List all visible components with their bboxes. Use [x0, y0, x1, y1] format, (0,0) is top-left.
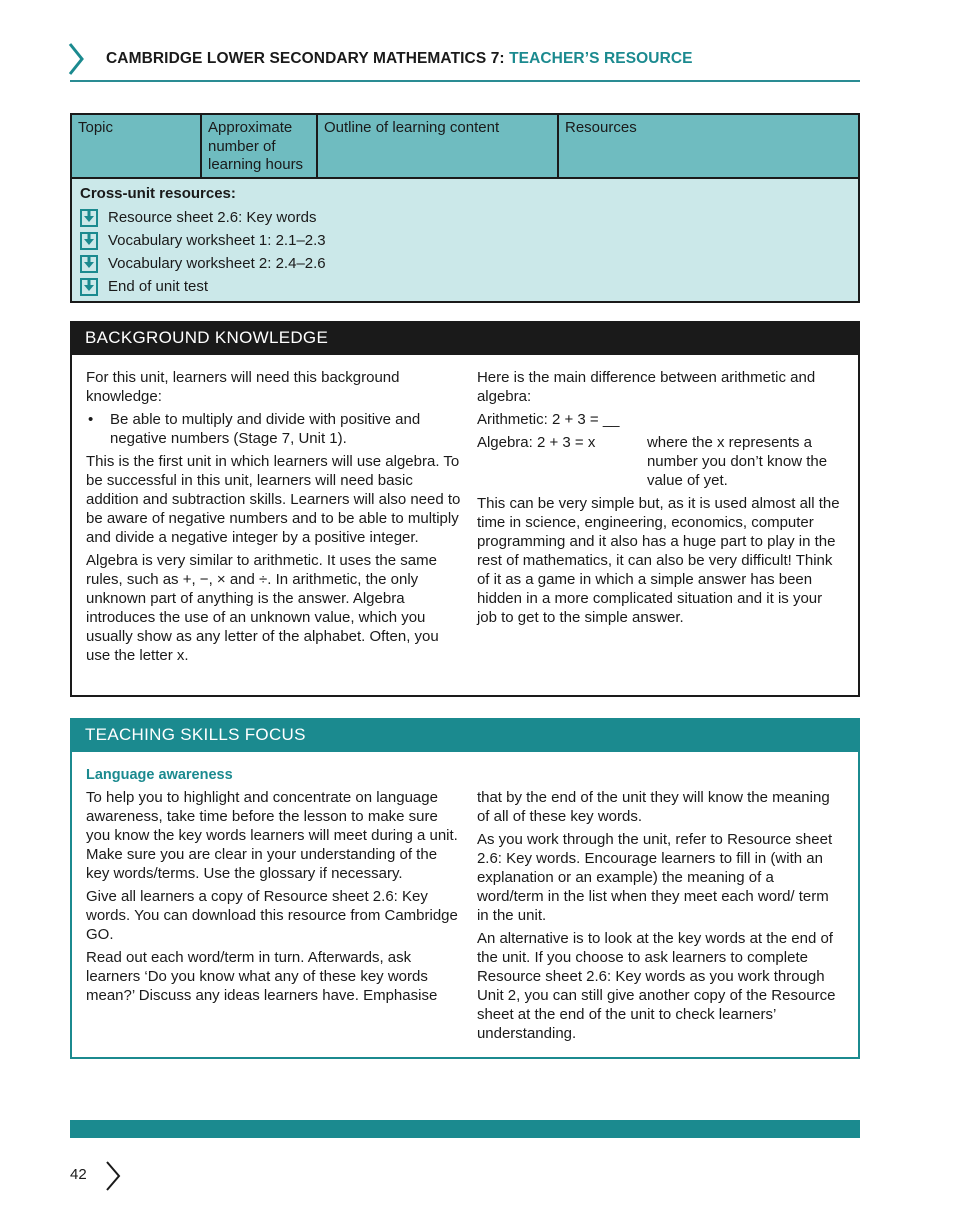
- resource-link[interactable]: [80, 206, 850, 229]
- comparison-intro: Here is the main difference between arithmetic and algebra:: [476, 369, 816, 405]
- teaching-right-column: [477, 788, 844, 1047]
- resource-link[interactable]: [80, 252, 850, 275]
- col-outline: Outline of learning content: [318, 115, 559, 177]
- table-header-row: [72, 115, 858, 179]
- resource-link-label: Vocabulary worksheet 1: 2.1–2.3: [108, 232, 326, 249]
- teaching-heading: TEACHING SKILLS FOCUS: [70, 718, 860, 752]
- background-right-column: [477, 368, 844, 669]
- background-left-column: [86, 368, 463, 669]
- resource-link-label: Resource sheet 2.6: Key words: [108, 209, 317, 226]
- cross-unit-label: Cross-unit resources:: [80, 185, 236, 202]
- resource-link-label: End of unit test: [108, 278, 209, 295]
- col-hours: Approximate number of learning hours: [202, 115, 318, 177]
- download-icon: [80, 278, 98, 296]
- bullet-text: Be able to multiply and divide with positive and negative numbers (Stage 7, Unit 1).: [110, 411, 421, 447]
- algebra-example: Algebra: 2 + 3 = x: [476, 434, 596, 451]
- next-page-icon[interactable]: [104, 1160, 122, 1192]
- header-rule: [70, 80, 860, 82]
- teaching-para: To help you to highlight and concentrate on language awareness, take time before the lesson to make sure you know the key words learners will meet during a unit. Make sure you are clear in your understanding of the key words/terms. Use the glossary if necessary.: [86, 789, 458, 882]
- teaching-left-column: [86, 788, 463, 1047]
- cross-unit-resources: [72, 179, 858, 301]
- algebra-note: where the x represents a number you don’t know the value of yet.: [646, 434, 828, 489]
- background-para-1: This is the first unit in which learners will use algebra. To be successful in this unit, learners will need basic addition and subtraction skills. Learners will also need to be aware of negative numbers and to be able to multiply and divide a negative integer by a positive integer.: [86, 453, 461, 546]
- download-icon: [80, 232, 98, 250]
- download-icon: [80, 255, 98, 273]
- download-icon: [80, 209, 98, 227]
- teaching-para: that by the end of the unit they will know the meaning of all of these key words.: [476, 789, 830, 825]
- list-item: [86, 410, 463, 448]
- teaching-para: Read out each word/term in turn. Afterwards, ask learners ‘Do you know what any of these key words mean?’ Discuss any ideas learners have. Emphasise: [86, 949, 438, 1004]
- resource-link-label: Vocabulary worksheet 2: 2.4–2.6: [108, 255, 326, 272]
- col-resources: Resources: [565, 119, 637, 136]
- algebra-example-row: [477, 433, 844, 490]
- running-header: [66, 40, 860, 82]
- col-topic: Topic: [72, 115, 202, 177]
- book-title: CAMBRIDGE LOWER SECONDARY MATHEMATICS 7: TEACHER’S RESOURCE: [106, 50, 693, 67]
- resource-link[interactable]: [80, 229, 850, 252]
- resource-link[interactable]: [80, 275, 850, 298]
- book-title-accent: TEACHER’S RESOURCE: [509, 50, 693, 67]
- teaching-subheading: Language awareness: [86, 767, 233, 783]
- background-intro: For this unit, learners will need this background knowledge:: [86, 369, 400, 405]
- arithmetic-example: Arithmetic: 2 + 3 = __: [476, 411, 620, 428]
- footer-bar: [70, 1120, 860, 1138]
- background-right-para: This can be very simple but, as it is used almost all the time in science, engineering, economics, computer programming and it also has a huge part to play in the rest of mathematics, it can also be very difficult! Think of it as a game in which a simple answer has been hidden in a more complicated situation and it is your job to get to the simple answer.: [476, 495, 840, 626]
- teaching-skills-box: [70, 718, 860, 1059]
- page-number: 42: [70, 1166, 87, 1183]
- teaching-para: Give all learners a copy of Resource sheet 2.6: Key words. You can download this resource from Cambridge GO.: [86, 888, 458, 943]
- chevron-right-icon: [66, 42, 86, 76]
- teaching-para: As you work through the unit, refer to Resource sheet 2.6: Key words. Encourage learners to fill in (with an explanation or an example) the meaning of a word/term in the list when they meet each word/ term in the unit.: [476, 831, 833, 924]
- background-heading: BACKGROUND KNOWLEDGE: [70, 321, 860, 355]
- teaching-para: An alternative is to look at the key words at the end of the unit. If you choose to ask learners to complete Resource sheet 2.6: Key words as you work through Unit 2, you can still give another copy of the Resource sheet at the end of the unit to check learners’ understanding.: [476, 930, 836, 1042]
- bullet-icon: •: [88, 411, 94, 428]
- background-para-2: Algebra is very similar to arithmetic. It uses the same rules, such as +, −, × and ÷. In arithmetic, the only unknown part of anything is the answer. Algebra introduces the use of an unknown value, which you usually show as any letter of the alphabet. Often, you use the letter x.: [86, 552, 439, 664]
- background-knowledge-box: [70, 321, 860, 697]
- resource-table: [70, 113, 860, 303]
